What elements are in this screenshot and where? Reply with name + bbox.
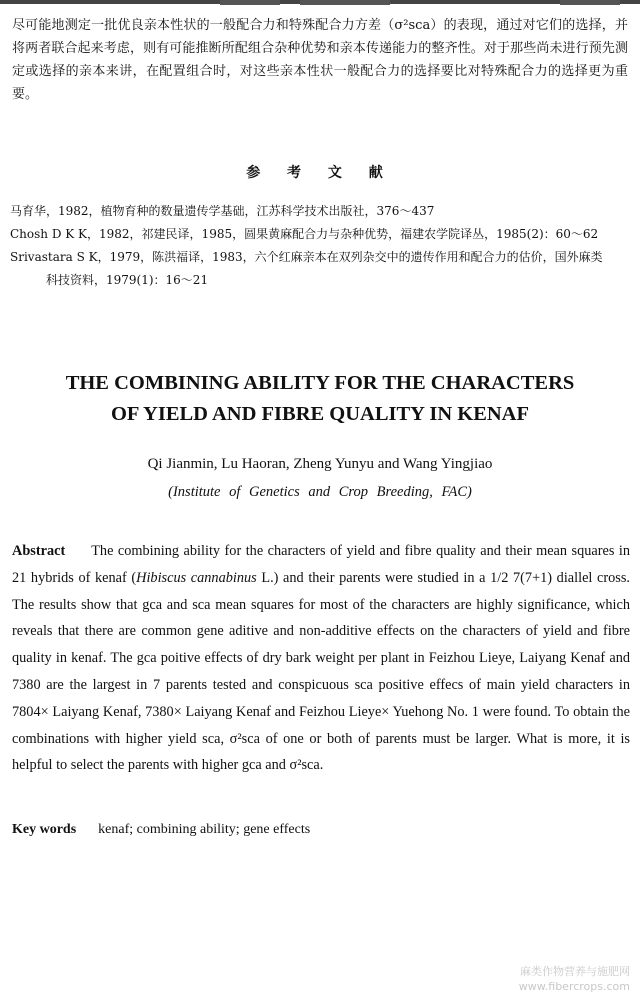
abstract-label: Abstract xyxy=(12,543,66,559)
keywords-text: kenaf; combining ability; gene effects xyxy=(98,822,311,837)
english-title xyxy=(0,368,640,430)
reference-item xyxy=(10,223,632,246)
abstract xyxy=(12,538,630,779)
references-heading: 参 考 文 献 xyxy=(246,165,394,181)
reference-text: Chosh D K K，1982，祁建民译，1985，圆果黄麻配合力与杂种优势，福建农学院译丛，1985(2)：60～62 xyxy=(10,227,599,241)
header-fragment xyxy=(560,0,620,5)
chinese-conclusion-paragraph: 尽可能地测定一批优良亲本性状的一般配合力和特殊配合力方差（σ²sca）的表现，通过对它们的选择，并将两者联合起来考虑，则有可能推断所配组合杂种优势和亲本传递能力的整齐性。对于那些尚未进行预先测定或选择的亲本来讲，在配置组合时，对这些亲本性状一般配合力的选择要比对特殊配合力的选择更为重要。 xyxy=(12,18,628,102)
species-name: Hibiscus cannabinus xyxy=(136,569,257,586)
site-watermark xyxy=(519,964,630,994)
keywords xyxy=(12,822,630,838)
reference-continuation: 科技资料，1979(1)：16～21 xyxy=(46,273,209,287)
keywords-label: Key words xyxy=(12,822,77,837)
title-line-1: THE COMBINING ABILITY FOR THE CHARACTERS xyxy=(65,372,575,394)
reference-text: 马育华，1982，植物育种的数量遗传学基础，江苏科学技术出版社，376～437 xyxy=(10,204,435,218)
reference-item xyxy=(10,200,632,223)
authors: Qi Jianmin, Lu Haoran, Zheng Yunyu and Wang Yingjiao xyxy=(147,456,493,472)
affiliation: (Institute of Genetics and Crop Breeding, FAC) xyxy=(168,484,472,500)
reference-text: Srivastara S K，1979，陈洪福译，1983，六个红麻亲本在双列杂交中的遗传作用和配合力的估价，国外麻类 xyxy=(10,250,603,264)
header-fragment xyxy=(300,0,390,5)
reference-item xyxy=(10,246,632,292)
header-fragment xyxy=(220,0,280,5)
abstract-text-part-2: L.) and their parents were studied in a 1/2 7(7+1) diallel cross. The results show that gca and sca mean squares for most of the characters are highly significance, which reveals that there are common gene aditive and non-additive effects on the characters of yield and fibre quality in kenaf. The gca poitive effects of dry bark weight per plant in Feizhou Lieye, Laiyang Kenaf and 7380 are the largest in 7 parents tested and conspicuous sca positive effecs of main yield characters in 7804× Laiyang Kenaf, 7380× Laiyang Kenaf and Feizhou Lieye× Yuehong No. 1 were found. To obtain the combinations with higher yield sca, σ²sca of one or both of parents must be larger. What is more, it is helpful to select the parents with higher gca and σ²sca. xyxy=(12,569,630,774)
title-line-2: OF YIELD AND FIBRE QUALITY IN KENAF xyxy=(110,403,530,425)
watermark-line-1: 麻类作物营养与施肥网 xyxy=(520,965,630,978)
watermark-line-2: www.fibercrops.com xyxy=(518,980,630,993)
references-list xyxy=(10,200,632,292)
abstract-text-part-1: The combining ability for the characters of yield and fibre quality and their mean squares in 21 hybrids of kenaf ( xyxy=(12,543,630,586)
